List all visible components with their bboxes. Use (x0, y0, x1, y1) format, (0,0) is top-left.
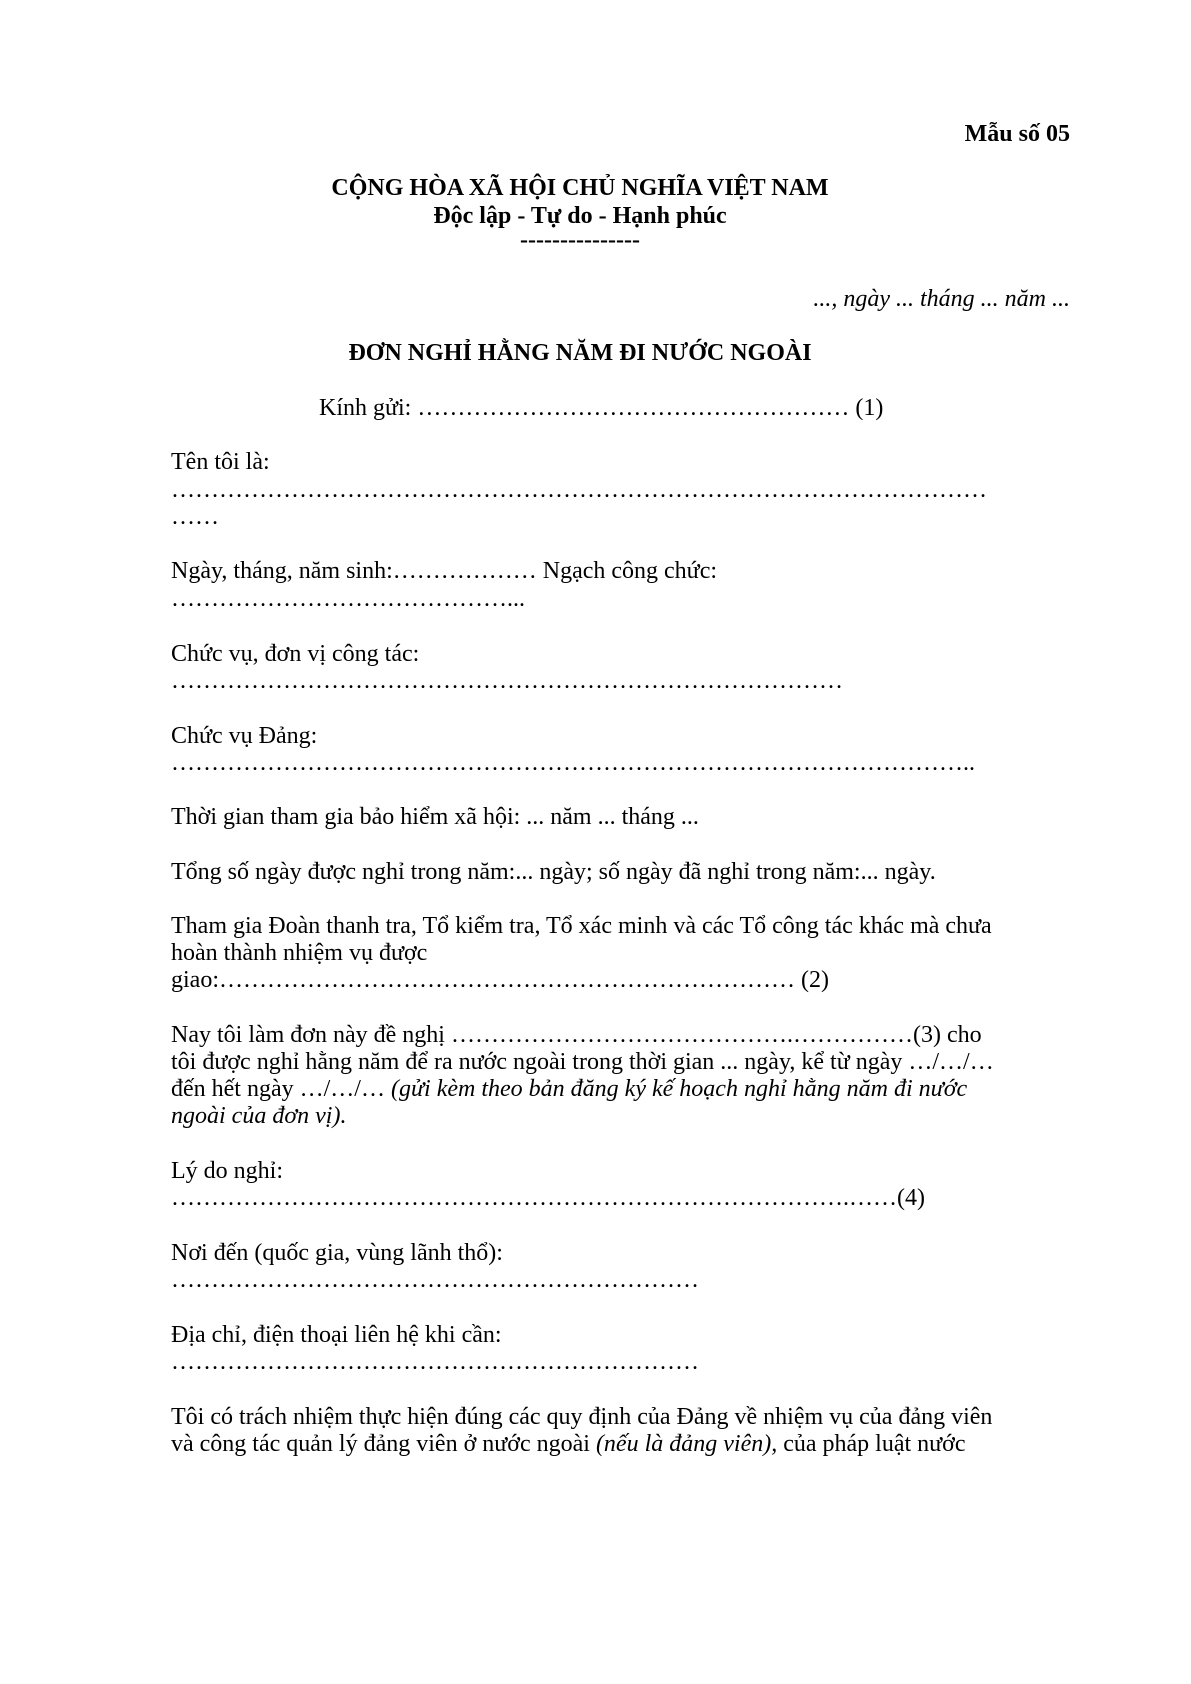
party-position-dots: ……………………………………………………………………………………….. (171, 750, 975, 776)
name-dots-continued: …… (171, 504, 219, 530)
request-line-4-note: ngoài của đơn vị). (171, 1103, 347, 1129)
reason-label: Lý do nghỉ: (171, 1158, 283, 1184)
request-line-2: tôi được nghỉ hằng năm để ra nước ngoài trong thời gian ... ngày, kể từ ngày …/…/… (171, 1049, 994, 1075)
recipient-line: Kính gửi: ……………………………………………… (1) (319, 395, 884, 421)
commitment-line-2-text-a: và công tác quản lý đảng viên ở nước ngoài (171, 1431, 596, 1457)
destination-dots: ………………………………………………………… (171, 1267, 699, 1293)
commitment-line-1: Tôi có trách nhiệm thực hiện đúng các quy định của Đảng về nhiệm vụ của đảng viên (171, 1404, 993, 1430)
inspection-line-3: giao:……………………………………………………………… (2) (171, 967, 829, 993)
inspection-line-2: hoàn thành nhiệm vụ được (171, 940, 428, 966)
national-motto: Độc lập - Tự do - Hạnh phúc (433, 203, 727, 229)
header-separator: --------------- (520, 227, 640, 253)
contact-label: Địa chỉ, điện thoại liên hệ khi cần: (171, 1322, 502, 1348)
commitment-line-2 (171, 1430, 966, 1458)
commitment-line-2-note: (nếu là đảng viên), (595, 1431, 778, 1457)
dob-grade-line: Ngày, tháng, năm sinh:……………… Ngạch công chức: (171, 558, 718, 584)
form-number: Mẫu số 05 (964, 121, 1070, 147)
request-line-3 (171, 1075, 967, 1103)
position-label: Chức vụ, đơn vị công tác: (171, 641, 420, 667)
insurance-line: Thời gian tham gia bảo hiểm xã hội: ... năm ... tháng ... (171, 804, 699, 830)
contact-dots: ………………………………………………………… (171, 1349, 699, 1375)
request-line-1: Nay tôi làm đơn này đề nghị …………………………………….……………(3) cho (171, 1022, 982, 1048)
destination-label: Nơi đến (quốc gia, vùng lãnh thổ): (171, 1240, 503, 1266)
grade-dots: ……………………………………... (171, 586, 525, 612)
commitment-line-2-text-b: của pháp luật nước (777, 1431, 966, 1457)
document-title: ĐƠN NGHỈ HẰNG NĂM ĐI NƯỚC NGOÀI (348, 340, 812, 366)
date-line: ..., ngày ... tháng ... năm ... (813, 286, 1070, 312)
inspection-line-1: Tham gia Đoàn thanh tra, Tổ kiểm tra, Tổ xác minh và các Tổ công tác khác mà chưa (171, 913, 992, 939)
request-line-3-text: đến hết ngày …/…/… (171, 1076, 391, 1102)
name-label: Tên tôi là: (171, 449, 270, 475)
request-line-3-note: (gửi kèm theo bản đăng ký kế hoạch nghỉ hằng năm đi nước (390, 1076, 968, 1102)
leave-days-line: Tổng số ngày được nghỉ trong năm:... ngày; số ngày đã nghỉ trong năm:... ngày. (171, 859, 936, 885)
position-dots: ………………………………………………………………………… (171, 668, 843, 694)
national-title: CỘNG HÒA XÃ HỘI CHỦ NGHĨA VIỆT NAM (331, 175, 829, 201)
reason-dots: ………………………………………………………………………….……(4) (171, 1185, 925, 1211)
name-dots: ………………………………………………………………………………………… (171, 477, 987, 503)
party-position-label: Chức vụ Đảng: (171, 723, 318, 749)
